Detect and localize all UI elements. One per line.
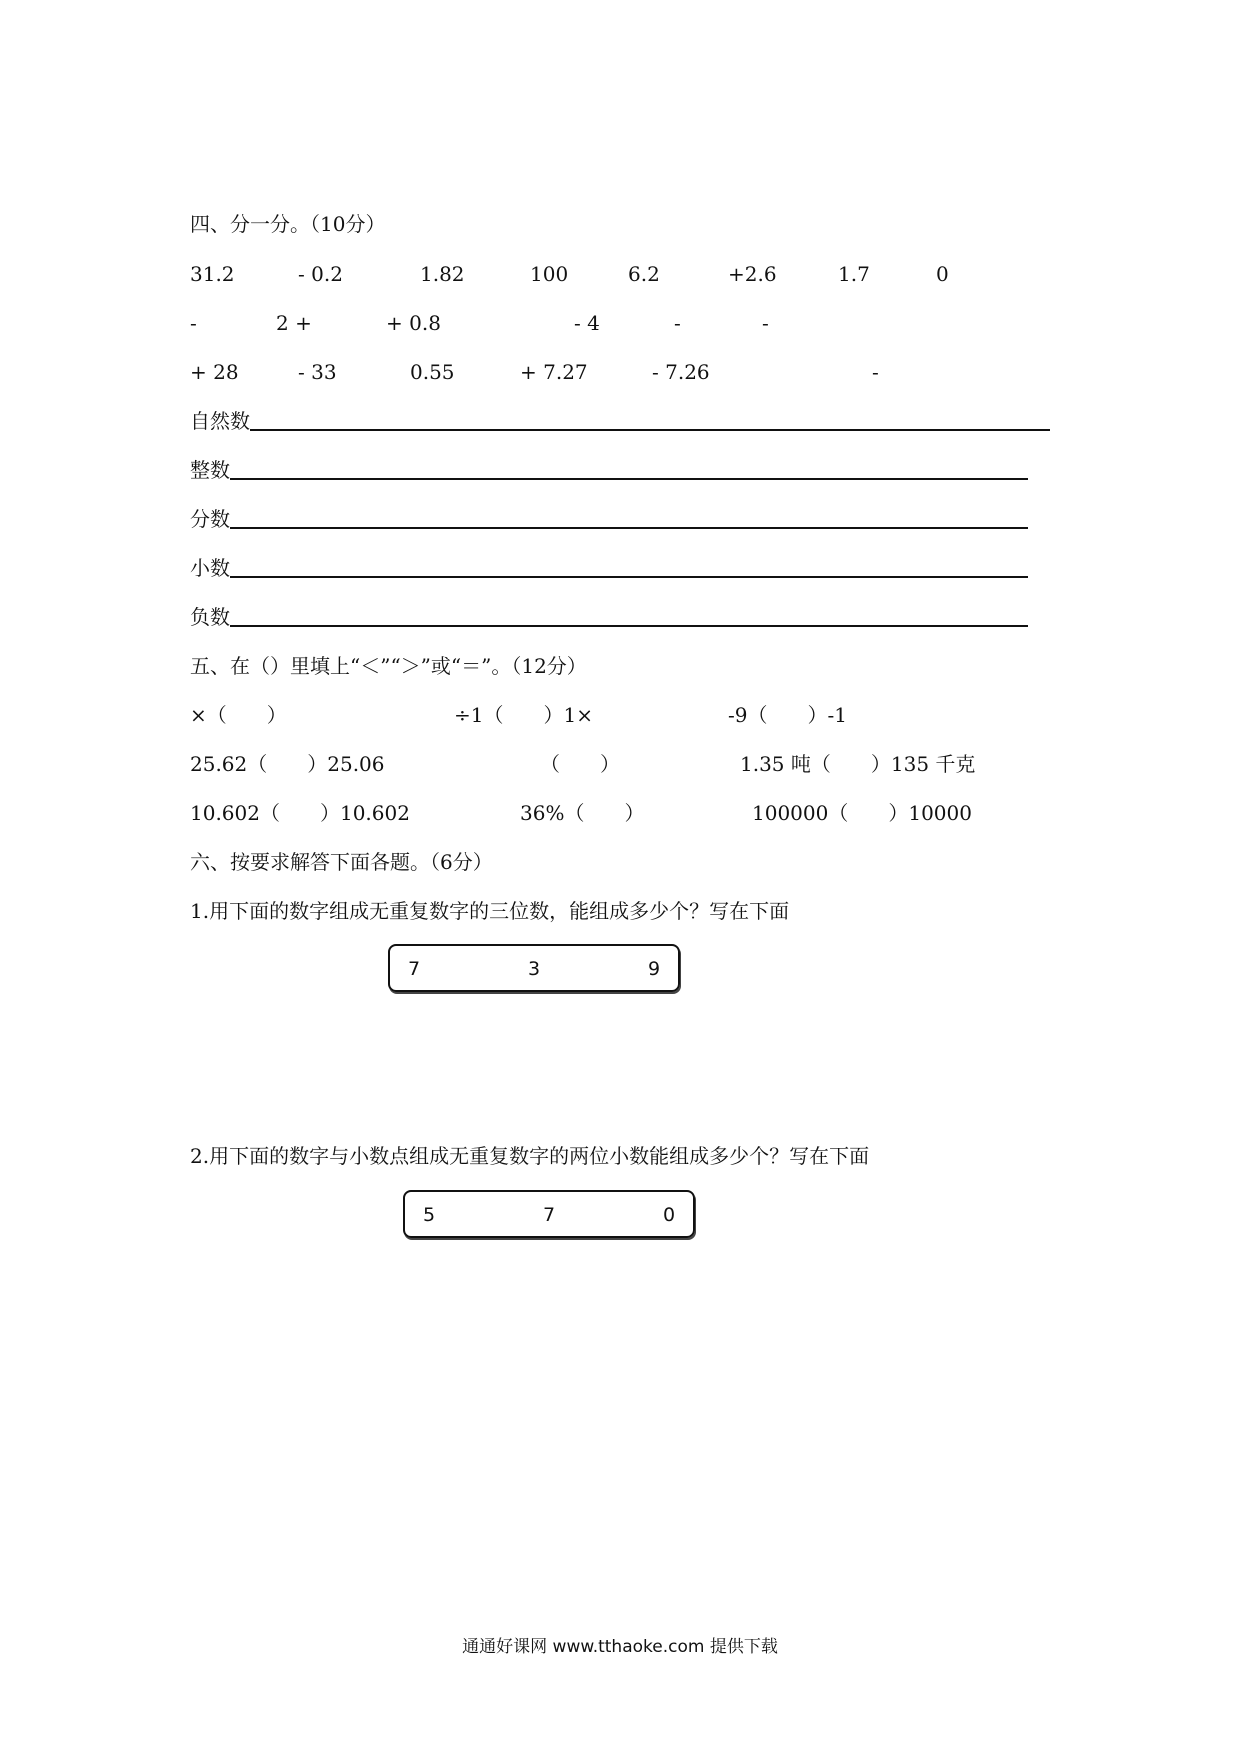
number-token: + 0.8 [386, 311, 441, 335]
category-label: 小数 [190, 556, 230, 580]
number-token: - 4 [574, 311, 600, 335]
number-token: 1.82 [420, 262, 465, 286]
answer-line[interactable] [230, 576, 1028, 578]
number-token: 0 [936, 262, 949, 286]
digit-box-q2 [403, 1190, 695, 1238]
digit: 9 [648, 958, 661, 980]
compare-item[interactable]: 10.602（ ）10.602 [190, 801, 410, 825]
number-token: 0.55 [410, 360, 455, 384]
number-token: + 7.27 [520, 360, 588, 384]
category-label: 整数 [190, 458, 230, 482]
digit-box-q1 [388, 944, 680, 992]
compare-item[interactable]: -9（ ）-1 [728, 703, 847, 727]
number-token: + 28 [190, 360, 239, 384]
number-token: - [872, 360, 879, 384]
category-row-integer [190, 458, 1028, 482]
digit: 0 [663, 1204, 676, 1226]
category-label: 负数 [190, 605, 230, 629]
section4-title: 四、分一分。（10分） [190, 212, 386, 236]
number-token: 31.2 [190, 262, 235, 286]
answer-line[interactable] [230, 625, 1028, 627]
compare-item[interactable]: 36%（ ） [520, 801, 645, 825]
number-token: 1.7 [838, 262, 870, 286]
compare-item[interactable]: 25.62（ ）25.06 [190, 752, 385, 776]
answer-line[interactable] [230, 478, 1028, 480]
category-row-natural [190, 409, 1050, 433]
number-token: - 0.2 [298, 262, 343, 286]
compare-item[interactable]: ÷1（ ）1× [454, 703, 593, 727]
number-token: 6.2 [628, 262, 660, 286]
footer-credit: 通通好课网 www.tthaoke.com 提供下载 [462, 1637, 778, 1657]
number-token: 2 + [276, 311, 312, 335]
compare-item[interactable]: 100000（ ）10000 [752, 801, 972, 825]
compare-item[interactable]: 1.35 吨（ ）135 千克 [740, 752, 976, 776]
category-row-fraction [190, 507, 1028, 531]
number-token: 100 [530, 262, 569, 286]
compare-item[interactable]: ×（ ） [190, 703, 287, 727]
digit: 3 [528, 958, 541, 980]
category-row-negative [190, 605, 1028, 629]
question-2-text: 2.用下面的数字与小数点组成无重复数字的两位小数能组成多少个？写在下面 [190, 1144, 870, 1168]
number-token: - [190, 311, 197, 335]
digit: 7 [408, 958, 421, 980]
category-row-decimal [190, 556, 1028, 580]
number-token: - 33 [298, 360, 337, 384]
answer-line[interactable] [230, 527, 1028, 529]
compare-item[interactable]: （ ） [540, 752, 620, 776]
number-token: - [674, 311, 681, 335]
digit: 5 [423, 1204, 436, 1226]
answer-line[interactable] [250, 429, 1050, 431]
category-label: 分数 [190, 507, 230, 531]
number-token: +2.6 [728, 262, 777, 286]
section6-title: 六、按要求解答下面各题。（6分） [190, 850, 493, 874]
question-1-text: 1.用下面的数字组成无重复数字的三位数，能组成多少个？写在下面 [190, 899, 790, 923]
number-token: - 7.26 [652, 360, 710, 384]
number-token: - [762, 311, 769, 335]
section5-title: 五、在（）里填上“＜”“＞”或“＝”。（12分） [190, 654, 587, 678]
digit: 7 [543, 1204, 556, 1226]
category-label: 自然数 [190, 409, 250, 433]
